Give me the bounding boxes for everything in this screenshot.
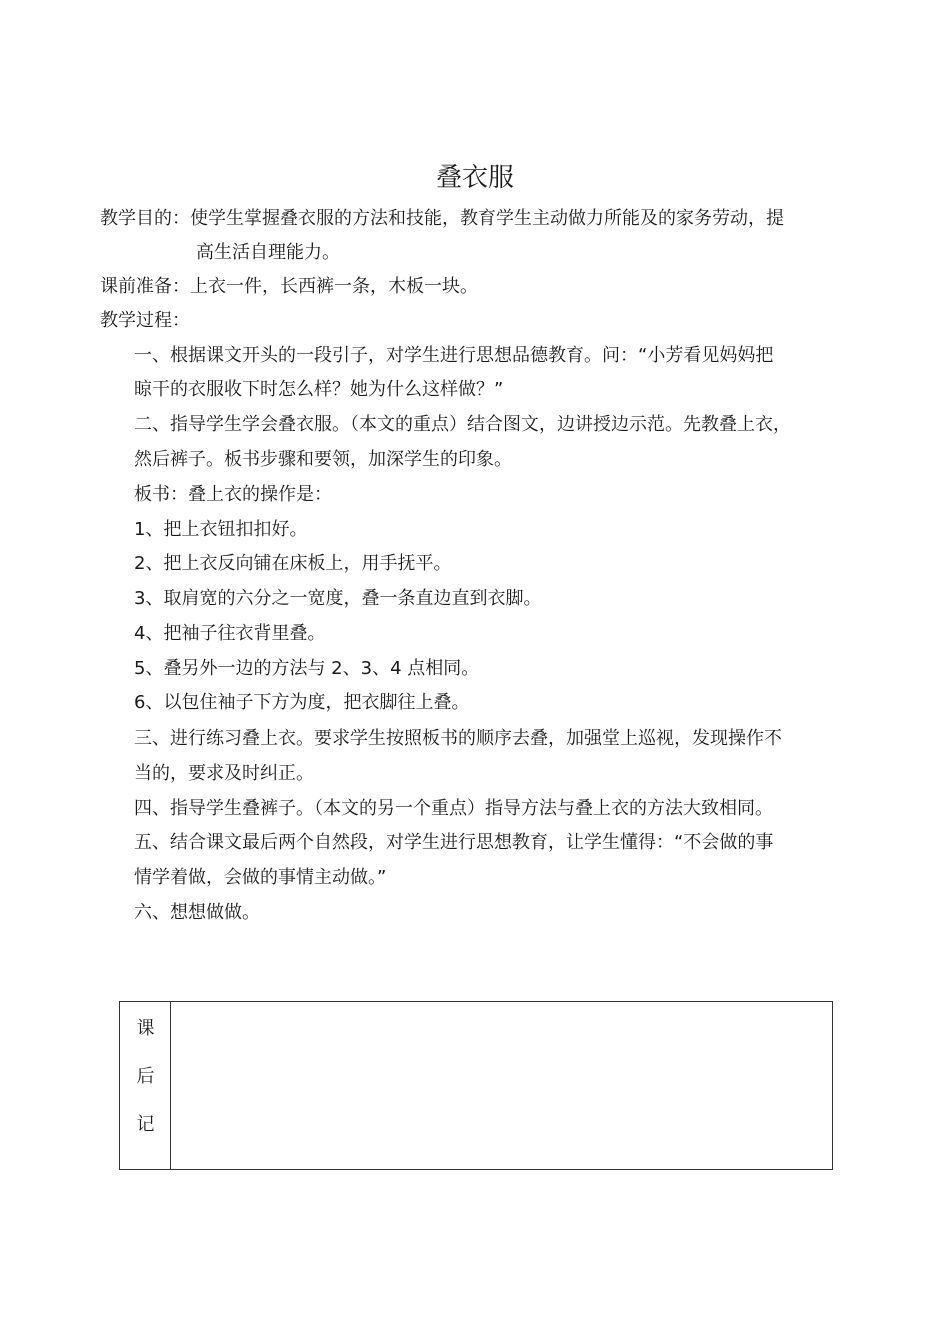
step-2-line-2: 然后裤子。板书步骤和要领，加深学生的印象。 xyxy=(134,449,512,470)
after-class-notes-table xyxy=(119,1001,833,1170)
step-1-line-1: 一、根据课文开头的一段引子，对学生进行思想品德教育。问：“小芳看见妈妈把 xyxy=(134,345,774,366)
objective-line-2: 高生活自理能力。 xyxy=(196,242,340,263)
notes-label-char-3: 记 xyxy=(136,1114,155,1135)
notes-label-char-2: 后 xyxy=(136,1066,155,1087)
notes-content-area xyxy=(171,1002,832,1169)
step-5-line-2: 情学着做，会做的事情主动做。” xyxy=(134,867,387,888)
step-5-line-1: 五、结合课文最后两个自然段，对学生进行思想教育，让学生懂得：“不会做的事 xyxy=(134,832,774,853)
step-2-line-1: 二、指导学生学会叠衣服。（本文的重点）结合图文，边讲授边示范。先教叠上衣， xyxy=(134,414,791,435)
notes-label-column xyxy=(120,1002,171,1169)
board-item-6: 6、以包住袖子下方为度，把衣脚往上叠。 xyxy=(134,692,470,713)
objective-line-1: 教学目的：使学生掌握叠衣服的方法和技能，教育学生主动做力所能及的家务劳动，提 xyxy=(100,208,784,229)
step-6: 六、想想做做。 xyxy=(134,902,260,923)
step-3-line-1: 三、进行练习叠上衣。要求学生按照板书的顺序去叠，加强堂上巡视，发现操作不 xyxy=(134,728,782,749)
process-heading: 教学过程： xyxy=(100,310,190,331)
board-item-5: 5、叠另外一边的方法与 2、3、4 点相同。 xyxy=(134,658,480,679)
step-3-line-2: 当的，要求及时纠正。 xyxy=(134,763,314,784)
step-1-line-2: 晾干的衣服收下时怎么样？她为什么这样做？” xyxy=(134,379,504,400)
board-heading: 板书：叠上衣的操作是： xyxy=(134,484,332,505)
step-4: 四、指导学生叠裤子。（本文的另一个重点）指导方法与叠上衣的方法大致相同。 xyxy=(134,798,773,819)
board-item-1: 1、把上衣钮扣扣好。 xyxy=(134,519,308,540)
page-title: 叠衣服 xyxy=(435,163,514,193)
preparation-line: 课前准备：上衣一件，长西裤一条，木板一块。 xyxy=(100,276,478,297)
board-item-3: 3、取肩宽的六分之一宽度，叠一条直边直到衣脚。 xyxy=(134,588,542,609)
board-item-2: 2、把上衣反向铺在床板上，用手抚平。 xyxy=(134,553,452,574)
board-item-4: 4、把袖子往衣背里叠。 xyxy=(134,623,326,644)
notes-label-char-1: 课 xyxy=(136,1018,155,1039)
